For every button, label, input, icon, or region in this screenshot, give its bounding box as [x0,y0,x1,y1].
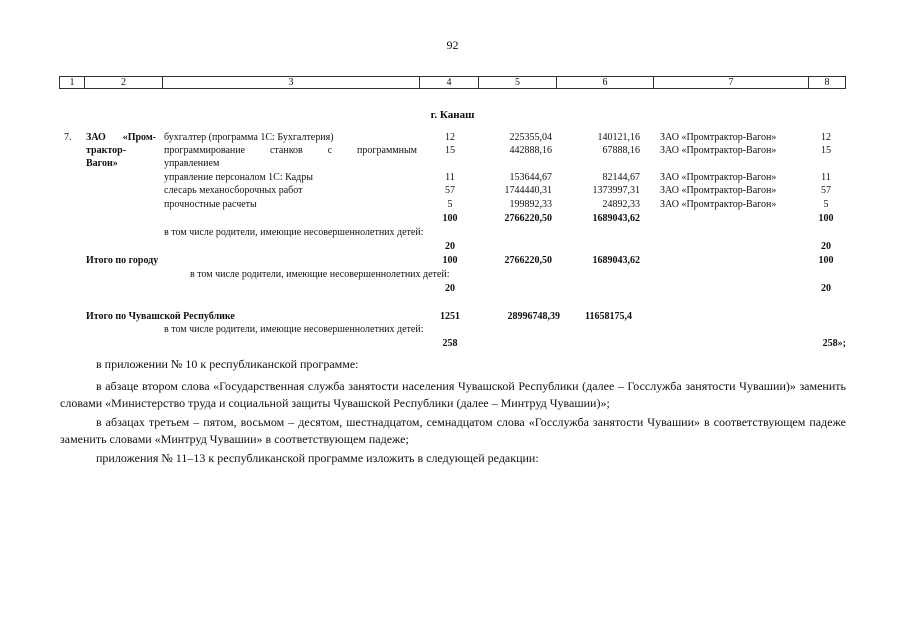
paragraph: приложения № 11–13 к республиканской программе изложить в следующей редакции: [96,451,539,465]
col-number-2: 2 [121,77,126,88]
col-5-total: 28996748,39 [507,311,560,322]
col-8-value: 15 [821,145,831,156]
col-4-total: 100 [442,213,458,224]
col-4-value: 11 [445,172,455,183]
city-heading: г. Канаш [430,109,475,121]
org-name-line-3: Вагон» [86,158,118,169]
col-number-3: 3 [288,77,294,88]
col-number-6: 6 [602,77,608,88]
col-6-value: 24892,33 [602,199,640,210]
col-4-parents: 20 [445,283,455,294]
job-title: управление персоналом 1С: Кадры [164,172,313,183]
col-7-value: ЗАО «Промтрактор-Вагон» [660,172,777,183]
city-total-row [0,255,905,268]
republic-total-row [0,311,905,324]
org-name-line-1: ЗАО «Пром- [86,132,156,143]
org-parents-label-row [0,227,905,240]
column-number-header [59,76,846,89]
col-5-value: 225355,04 [509,132,552,143]
city-parents-label-row [0,269,905,282]
paragraph: в приложении № 10 к республиканской программе: [96,357,359,371]
col-8-parents: 20 [821,283,831,294]
republic-total-label: Итого по Чувашской Республике [86,311,235,322]
col-6-value: 140121,16 [597,132,640,143]
col-number-5: 5 [515,77,520,88]
col-number-8: 8 [824,77,830,88]
col-8-parents: 20 [821,241,831,252]
page-number: 92 [446,38,459,52]
col-4-parents: 20 [445,241,455,252]
col-number-7: 7 [728,77,734,88]
col-5-value: 199892,33 [509,199,552,210]
parents-label: в том числе родители, имеющие несовершеннолетних детей: [164,227,424,238]
col-8-total: 100 [818,213,834,224]
col-6-value: 1373997,31 [592,185,640,196]
table-row [0,199,905,212]
org-parents-row [0,241,905,254]
paragraph: в абзаце втором слова «Государственная служба занятости населения Чувашской Республики (далее – Госслужба занятости Чувашии)» заменить словами «Министерство труда и социальной защиты Чувашской Республики (далее – Минтруд Чувашии)»; [60,379,846,410]
col-4-total: 1251 [440,311,460,322]
table-row [0,132,905,145]
col-4-value: 5 [447,199,453,210]
job-title: прочностные расчеты [164,199,257,210]
table-row [0,185,905,198]
republic-parents-label-row [0,324,905,337]
col-4-value: 12 [445,132,455,143]
org-total-row [0,213,905,226]
job-title: слесарь механосборочных работ [164,185,303,196]
col-5-value: 1744440,31 [504,185,552,196]
col-6-total: 1689043,62 [592,255,640,266]
city-parents-row [0,283,905,296]
col-4-parents: 258 [442,338,458,349]
col-7-value: ЗАО «Промтрактор-Вагон» [660,199,777,210]
col-5-total: 2766220,50 [504,255,552,266]
col-4-value: 57 [445,185,455,196]
col-8-value: 12 [821,132,831,143]
col-8-value: 57 [821,185,831,196]
republic-parents-row [0,338,905,351]
col-8-value: 11 [821,172,831,183]
job-title: программирование станков с программным [164,145,417,156]
col-8-parents: 258»; [822,338,846,349]
col-number-1: 1 [69,77,75,88]
table-row [0,145,905,158]
job-title: бухгалтер (программа 1С: Бухгалтерия) [164,132,334,143]
col-6-total: 11658175,4 [585,311,632,322]
col-7-value: ЗАО «Промтрактор-Вагон» [660,132,777,143]
col-6-value: 67888,16 [602,145,640,156]
col-7-value: ЗАО «Промтрактор-Вагон» [660,145,777,156]
col-5-value: 153644,67 [509,172,552,183]
parents-label: в том числе родители, имеющие несовершеннолетних детей: [190,269,450,280]
parents-label: в том числе родители, имеющие несовершеннолетних детей: [164,324,424,335]
col-7-value: ЗАО «Промтрактор-Вагон» [660,185,777,196]
col-4-total: 100 [442,255,458,266]
col-5-total: 2766220,50 [504,213,552,224]
city-total-label: Итого по городу [86,255,159,266]
job-title-continuation: управлением [164,158,220,169]
col-6-value: 82144,67 [602,172,640,183]
col-number-4: 4 [446,77,452,88]
paragraph: в абзацах третьем – пятом, восьмом – десятом, шестнадцатом, семнадцатом слова «Госслужба занятости Чувашии» в соответствующем падеже заменить словами «Минтруд Чувашии» в соответствующем падеже; [60,415,846,446]
table-row [0,172,905,185]
col-5-value: 442888,16 [509,145,552,156]
table-row-continuation [0,158,905,171]
entry-number: 7. [64,132,72,143]
col-8-value: 5 [823,199,829,210]
col-4-value: 15 [445,145,455,156]
col-6-total: 1689043,62 [592,213,640,224]
col-8-total: 100 [818,255,834,266]
org-name-line-2: трактор- [86,145,127,156]
